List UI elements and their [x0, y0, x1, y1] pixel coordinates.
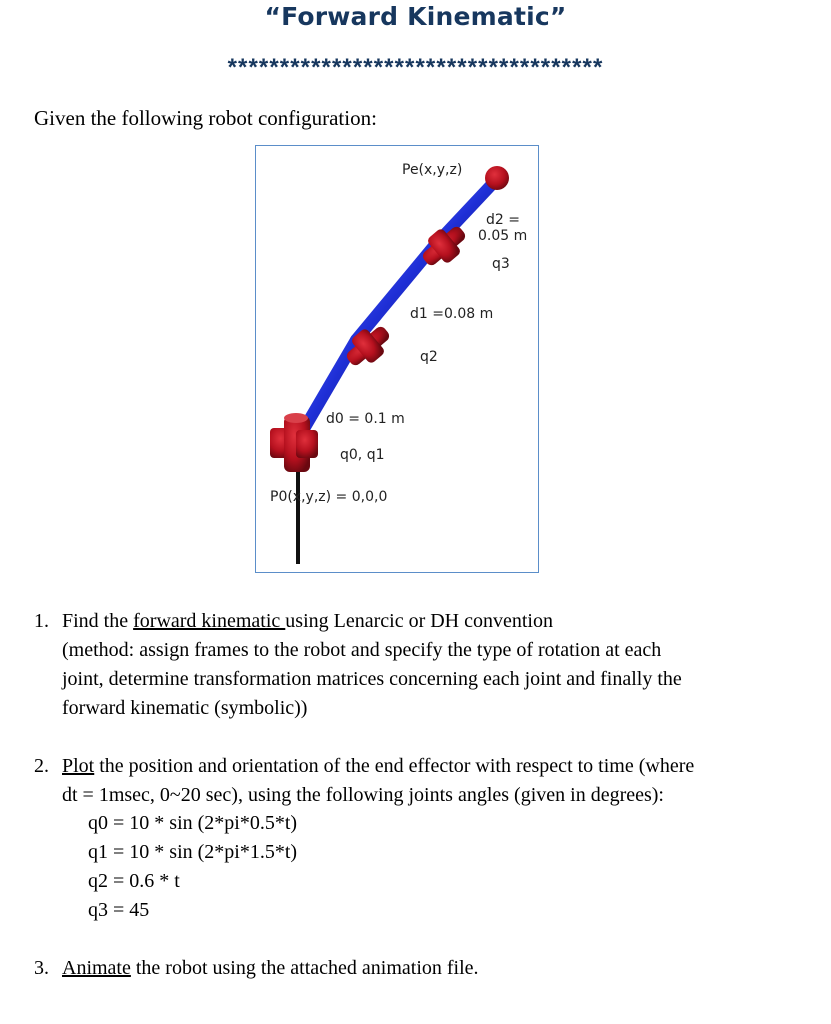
page-title: “Forward Kinematic”: [264, 2, 567, 31]
label-d0: d0 = 0.1 m: [326, 411, 405, 427]
question-3-number: 3.: [34, 957, 49, 979]
label-d2-line2: 0.05 m: [478, 228, 528, 244]
equation-q2: q2 = 0.6 * t: [88, 870, 180, 892]
label-q2: q2: [420, 349, 438, 365]
question-3-line-1: Animate the robot using the attached animation file.: [62, 957, 479, 979]
plot-link: Plot: [62, 755, 95, 777]
question-2-number: 2.: [34, 755, 49, 777]
equation-q1: q1 = 10 * sin (2*pi*1.5*t): [88, 841, 298, 863]
label-d1: d1 =0.08 m: [410, 306, 494, 322]
question-1-line-2: (method: assign frames to the robot and specify the type of rotation at each: [62, 639, 662, 661]
end-effector: [485, 166, 509, 190]
equation-q3: q3 = 45: [88, 899, 150, 921]
question-2-line-1: Plot the position and orientation of the end effector with respect to time (where: [62, 755, 695, 777]
question-1-number: 1.: [34, 610, 49, 632]
robot-figure: [255, 145, 539, 573]
robot-diagram: [256, 146, 540, 574]
label-p0: P0(x,y,z) = 0,0,0: [270, 489, 388, 505]
question-1-line-3: joint, determine transformation matrices concerning each joint and finally the: [62, 668, 682, 690]
label-pe: Pe(x,y,z): [402, 162, 463, 178]
label-q0-q1: q0, q1: [340, 447, 385, 463]
question-1-line-4: forward kinematic (symbolic)): [62, 697, 308, 719]
star-divider: ************************************: [227, 54, 604, 81]
equation-q0: q0 = 10 * sin (2*pi*0.5*t): [88, 812, 298, 834]
question-1-line-1: Find the forward kinematic using Lenarcic or DH convention: [62, 610, 553, 632]
question-2-line-2: dt = 1msec, 0~20 sec), using the following joints angles (given in degrees):: [62, 784, 664, 806]
animate-link: Animate: [62, 957, 131, 979]
forward-kinematic-link: forward kinematic: [133, 610, 286, 632]
link-d1: [356, 246, 434, 340]
label-q3: q3: [492, 256, 510, 272]
label-d2-line1: d2 =: [486, 212, 520, 228]
intro-text: Given the following robot configuration:: [34, 106, 377, 130]
